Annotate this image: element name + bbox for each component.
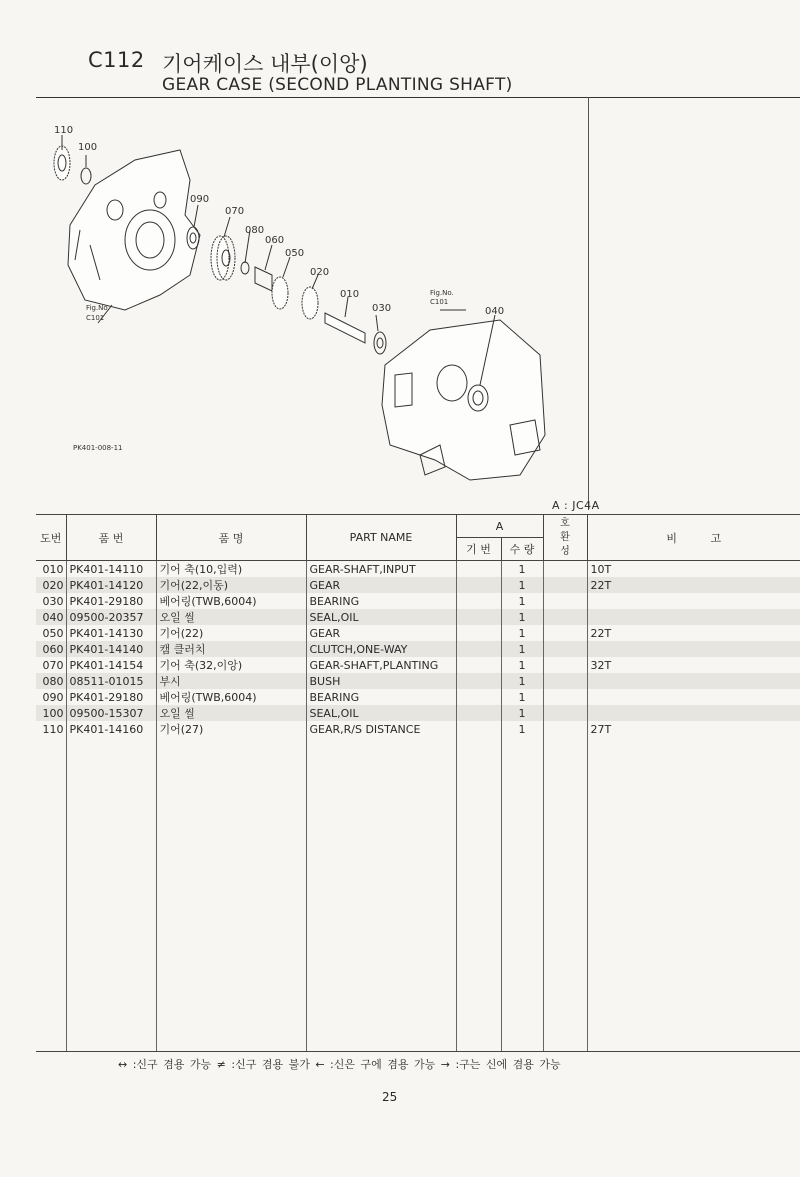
row-part-number: PK401-14130 (66, 625, 156, 641)
row-ref-no: 040 (36, 609, 66, 625)
table-row (36, 577, 800, 593)
row-name-korean: 오일 씰 (156, 609, 306, 625)
row-name-korean: 기어(22,이동) (156, 577, 306, 593)
row-quantity: 1 (501, 625, 543, 641)
row-compatibility (543, 657, 587, 673)
gear-case-left-illustration (68, 150, 200, 310)
row-remarks: 22T (587, 625, 800, 641)
callout-090: 090 (190, 194, 210, 205)
row-compatibility (543, 593, 587, 609)
row-part-name: GEAR (306, 577, 456, 593)
row-compatibility (543, 625, 587, 641)
row-model-number (456, 609, 501, 625)
row-name-korean: 부시 (156, 673, 306, 689)
header-name-korean: 품 명 (156, 515, 306, 561)
row-part-name: GEAR (306, 625, 456, 641)
row-part-number: PK401-14160 (66, 721, 156, 737)
gear-050-illustration (272, 277, 288, 309)
row-remarks (587, 609, 800, 625)
seal-100-illustration (81, 168, 91, 184)
exploded-parts-diagram (40, 105, 585, 505)
row-model-number (456, 673, 501, 689)
callout-010: 010 (340, 289, 360, 300)
row-name-korean: 오일 씰 (156, 705, 306, 721)
gear-110-illustration (54, 146, 70, 180)
header-compatibility: 호 환 성 (543, 515, 587, 561)
header-model-number: 기 번 (456, 538, 501, 561)
row-part-number: PK401-14110 (66, 561, 156, 578)
row-ref-no: 090 (36, 689, 66, 705)
row-remarks: 22T (587, 577, 800, 593)
callout-080: 080 (245, 225, 265, 236)
page-number: 25 (382, 1090, 398, 1104)
row-name-korean: 기어(22) (156, 625, 306, 641)
table-row (36, 593, 800, 609)
callout-020: 020 (310, 267, 330, 278)
row-part-name: BEARING (306, 593, 456, 609)
gear-case-right-illustration (382, 320, 545, 480)
row-ref-no: 030 (36, 593, 66, 609)
model-label: A : JC4A (552, 499, 600, 512)
row-model-number (456, 625, 501, 641)
row-remarks (587, 641, 800, 657)
row-part-number: 09500-20357 (66, 609, 156, 625)
row-remarks (587, 705, 800, 721)
table-row (36, 609, 800, 625)
fig-ref-right-line2: C101 (430, 298, 449, 306)
row-ref-no: 070 (36, 657, 66, 673)
row-compatibility (543, 705, 587, 721)
callout-050: 050 (285, 248, 305, 259)
header-group-a: A (456, 515, 543, 538)
drawing-number: PK401-008-11 (73, 444, 123, 452)
row-quantity: 1 (501, 609, 543, 625)
row-model-number (456, 593, 501, 609)
row-part-number: PK401-29180 (66, 593, 156, 609)
parts-table-body (36, 561, 800, 1052)
fig-ref-right-line1: Fig.No. (430, 289, 454, 297)
row-name-korean: 캠 클러치 (156, 641, 306, 657)
row-part-name: GEAR-SHAFT,INPUT (306, 561, 456, 578)
callout-070: 070 (225, 206, 245, 217)
header-quantity: 수 량 (501, 538, 543, 561)
row-part-name: CLUTCH,ONE-WAY (306, 641, 456, 657)
bush-080-illustration (241, 262, 249, 274)
table-row (36, 705, 800, 721)
row-part-name: SEAL,OIL (306, 705, 456, 721)
row-remarks: 32T (587, 657, 800, 673)
row-model-number (456, 689, 501, 705)
table-row (36, 673, 800, 689)
row-quantity: 1 (501, 705, 543, 721)
row-compatibility (543, 577, 587, 593)
row-quantity: 1 (501, 689, 543, 705)
callout-040: 040 (485, 306, 505, 317)
row-quantity: 1 (501, 577, 543, 593)
callout-100: 100 (78, 142, 98, 153)
row-compatibility (543, 561, 587, 578)
row-name-korean: 기어(27) (156, 721, 306, 737)
row-ref-no: 050 (36, 625, 66, 641)
row-model-number (456, 705, 501, 721)
table-row (36, 657, 800, 673)
header-remarks: 비 고 (587, 515, 800, 561)
row-model-number (456, 641, 501, 657)
row-remarks (587, 689, 800, 705)
row-remarks (587, 673, 800, 689)
fig-ref-left-line1: Fig.No. (86, 304, 110, 312)
row-compatibility (543, 609, 587, 625)
row-part-number: PK401-14140 (66, 641, 156, 657)
parts-table (36, 514, 800, 1052)
row-part-name: BEARING (306, 689, 456, 705)
row-ref-no: 020 (36, 577, 66, 593)
row-ref-no: 100 (36, 705, 66, 721)
row-ref-no: 010 (36, 561, 66, 578)
row-model-number (456, 561, 501, 578)
row-quantity: 1 (501, 641, 543, 657)
diagram-border (588, 97, 589, 510)
table-row (36, 689, 800, 705)
row-part-number: PK401-14154 (66, 657, 156, 673)
fig-ref-left-line2: C101 (86, 314, 105, 322)
table-empty-space (36, 737, 800, 1052)
row-part-name: GEAR,R/S DISTANCE (306, 721, 456, 737)
row-quantity: 1 (501, 673, 543, 689)
row-quantity: 1 (501, 721, 543, 737)
section-code: C112 (88, 48, 145, 72)
gear-020-illustration (302, 287, 318, 319)
compatibility-legend: ↔ :신구 겸용 가능 ≠ :신구 겸용 불가 ← :신은 구에 겸용 가능 → :구는 신에 겸용 가능 (118, 1058, 561, 1071)
row-name-korean: 기어 축(32,이앙) (156, 657, 306, 673)
row-part-number: 08511-01015 (66, 673, 156, 689)
row-part-number: PK401-29180 (66, 689, 156, 705)
row-name-korean: 베어링(TWB,6004) (156, 689, 306, 705)
row-model-number (456, 657, 501, 673)
row-part-name: GEAR-SHAFT,PLANTING (306, 657, 456, 673)
row-model-number (456, 577, 501, 593)
row-part-number: 09500-15307 (66, 705, 156, 721)
table-row (36, 625, 800, 641)
row-remarks (587, 593, 800, 609)
clutch-060-illustration (255, 267, 272, 291)
row-ref-no: 060 (36, 641, 66, 657)
row-part-name: SEAL,OIL (306, 609, 456, 625)
header-divider (36, 97, 800, 98)
header-part-number: 품 번 (66, 515, 156, 561)
row-name-korean: 베어링(TWB,6004) (156, 593, 306, 609)
row-ref-no: 110 (36, 721, 66, 737)
table-row (36, 721, 800, 737)
row-compatibility (543, 641, 587, 657)
table-row (36, 561, 800, 578)
row-quantity: 1 (501, 593, 543, 609)
row-part-name: BUSH (306, 673, 456, 689)
row-ref-no: 080 (36, 673, 66, 689)
bearing-030-illustration (374, 332, 386, 354)
callout-030: 030 (372, 303, 392, 314)
row-compatibility (543, 689, 587, 705)
row-compatibility (543, 673, 587, 689)
row-model-number (456, 721, 501, 737)
row-name-korean: 기어 축(10,입력) (156, 561, 306, 578)
callout-060: 060 (265, 235, 285, 246)
callout-110: 110 (54, 125, 74, 136)
row-remarks: 10T (587, 561, 800, 578)
header-part-name: PART NAME (306, 515, 456, 561)
row-quantity: 1 (501, 657, 543, 673)
page-title-english: GEAR CASE (SECOND PLANTING SHAFT) (162, 75, 513, 95)
row-part-number: PK401-14120 (66, 577, 156, 593)
row-quantity: 1 (501, 561, 543, 578)
header-ref-no: 도번 (36, 515, 66, 561)
shaft-010-illustration (325, 313, 365, 343)
row-remarks: 27T (587, 721, 800, 737)
table-row (36, 641, 800, 657)
row-compatibility (543, 721, 587, 737)
page-title-korean: 기어케이스 내부(이앙) (162, 52, 368, 76)
